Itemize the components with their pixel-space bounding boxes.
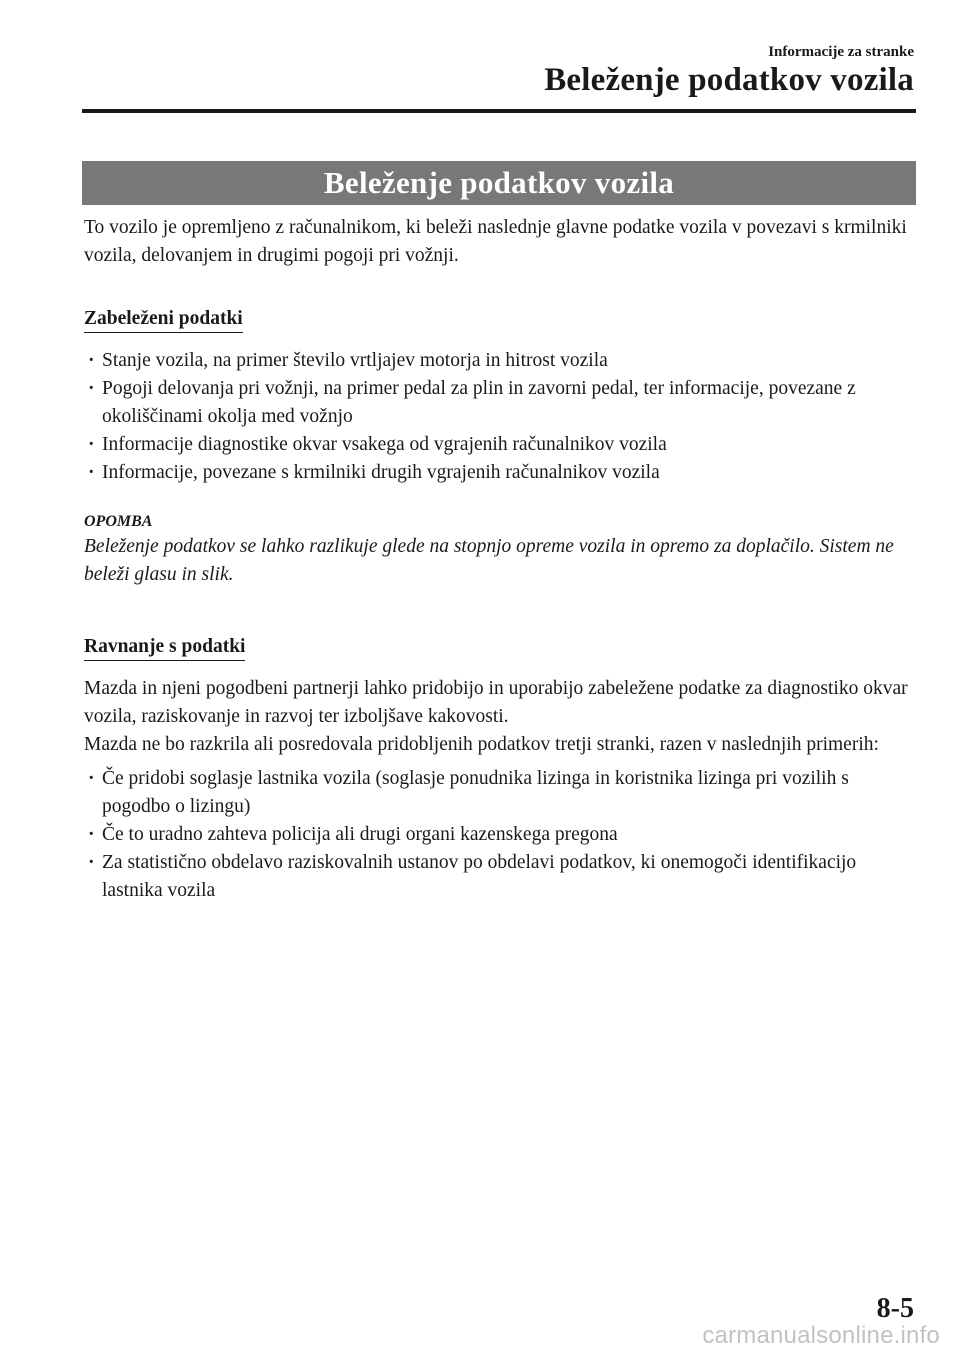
- list-item: · Če to uradno zahteva policija ali drugi organi kazenskega pregona: [84, 821, 918, 849]
- intro-paragraph: To vozilo je opremljeno z računalnikom, ki beleži naslednje glavne podatke vozila v povezavi s krmilniki vozila, delovanjem in drugimi pogoji pri vožnji.: [84, 217, 907, 266]
- chapter-kicker: Informacije za stranke: [768, 44, 914, 60]
- list-item: · Če pridobi soglasje lastnika vozila (soglasje ponudnika lizinga in koristnika lizinga pri vozilih s pogodbo o lizingu): [84, 765, 918, 821]
- handling-paragraph-2: Mazda ne bo razkrila ali posredovala pridobljenih podatkov tretji stranki, razen v naslednjih primerih:: [84, 734, 879, 755]
- banner-title: Beleženje podatkov vozila: [323, 165, 675, 200]
- subheading-recorded-data: Zabeleženi podatki: [84, 307, 243, 333]
- list-item: · Za statistično obdelavo raziskovalnih ustanov po obdelavi podatkov, ki onemogoči identifikacijo lastnika vozila: [84, 849, 918, 905]
- page-content: [84, 214, 918, 905]
- recorded-data-list: [84, 347, 918, 487]
- note-text: Beleženje podatkov se lahko razlikuje glede na stopnjo opreme vozila in opremo za doplačilo. Sistem ne beleži glasu in slik.: [84, 536, 894, 585]
- section-header-title: Beleženje podatkov vozila: [544, 62, 914, 98]
- note-label: OPOMBA: [84, 513, 153, 530]
- page-number: 8-5: [876, 1293, 914, 1324]
- list-item: · Stanje vozila, na primer število vrtljajev motorja in hitrost vozila: [84, 347, 918, 375]
- watermark: carmanualsonline.info: [702, 1322, 940, 1349]
- section-banner: [82, 161, 916, 205]
- list-item: · Pogoji delovanja pri vožnji, na primer pedal za plin in zavorni pedal, ter informacije, povezane z okoliščinami okolja med vožnjo: [84, 375, 918, 431]
- handling-paragraph-1: Mazda in njeni pogodbeni partnerji lahko pridobijo in uporabijo zabeležene podatke za diagnostiko okvar vozila, raziskovanje in razvoj ter izboljšave kakovosti.: [84, 678, 908, 727]
- list-item: · Informacije, povezane s krmilniki drugih vgrajenih računalnikov vozila: [84, 459, 918, 487]
- subheading-data-handling: Ravnanje s podatki: [84, 635, 245, 661]
- header-rule: [82, 109, 916, 113]
- disclosure-exceptions-list: [84, 765, 918, 905]
- list-item: · Informacije diagnostike okvar vsakega od vgrajenih računalnikov vozila: [84, 431, 918, 459]
